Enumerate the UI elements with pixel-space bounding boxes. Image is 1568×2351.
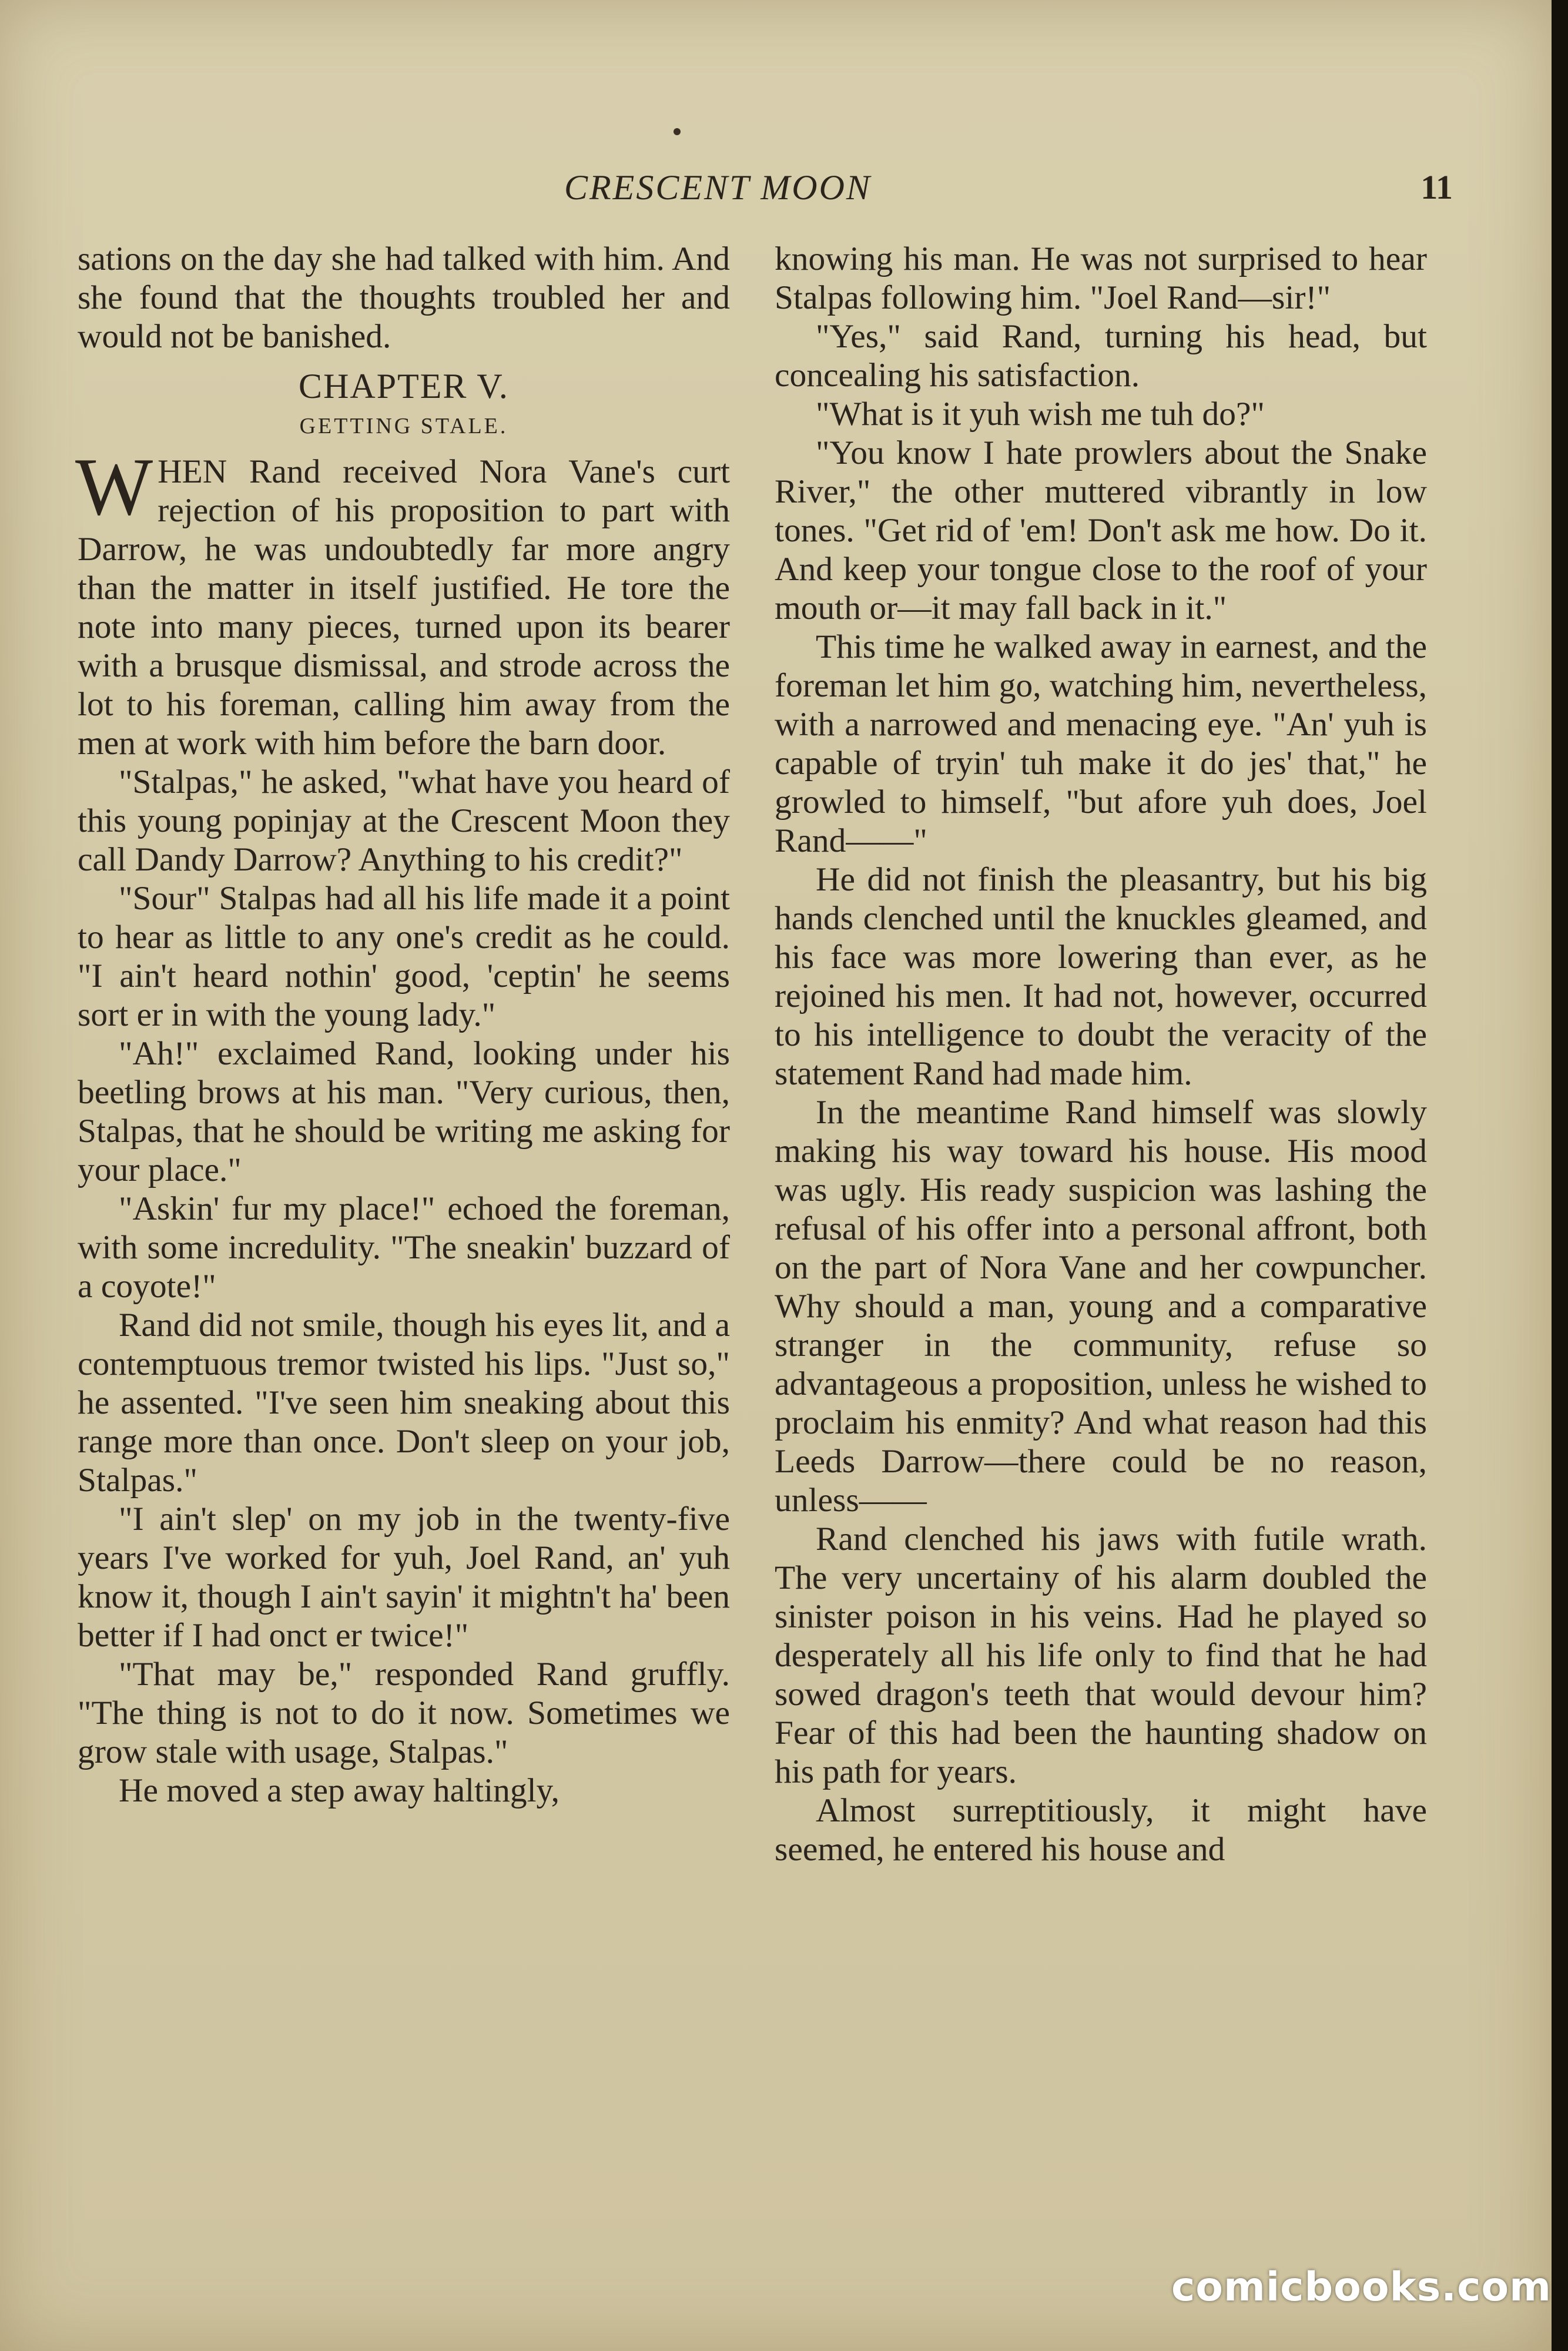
paragraph: Rand did not smile, though his eyes lit, and a contemptuous tremor twisted his lips. "Just so," he assented. "I've seen him sneaking about this range more than once. Don't sleep on your job, Stalpas." [78, 1307, 730, 1499]
opening-paragraph [75, 441, 730, 763]
paragraph: Rand clenched his jaws with futile wrath. The very uncertainy of his alarm doubled the sinister poison in his veins. Had he played so desperately all his life only to find that he had sowed dragon's teeth that would devour him? Fear of this had been the haunting shadow on his path for years. [775, 1521, 1427, 1790]
paragraph: "Sour" Stalpas had all his life made it a point to hear as little to any one's credit as he could. "I ain't heard nothin' good, 'ceptin' he seems sort er in with the young lady." [78, 880, 730, 1033]
right-column [775, 240, 1427, 1869]
paragraph: This time he walked away in earnest, and the foreman let him go, watching him, nevertheless, with a narrowed and menacing eye. "An' yuh is capable of tryin' tuh make it do jes' that," he growled to himself, "but afore yuh does, Joel Rand——" [775, 628, 1427, 859]
drop-cap: W [75, 441, 153, 533]
paragraph: "I ain't slep' on my job in the twenty-five years I've worked for yuh, Joel Rand, an' yuh know it, though I ain't sayin' it mightn't ha' been better if I had onct er twice!" [78, 1501, 730, 1654]
opening-text: HEN Rand received Nora Vane's curt rejection of his proposition to part with Darrow, he was undoubtedly far more angry than the matter in itself justified. He tore the note into many pieces, turned upon its bearer with a brusque dismissal, and strode across the lot to his foreman, calling him away from the men at work with him before the barn door. [78, 453, 730, 762]
paragraph: "That may be," responded Rand gruffly. "The thing is not to do it now. Sometimes we grow stale with usage, Stalpas." [78, 1656, 730, 1770]
paragraph: sations on the day she had talked with him. And she found that the thoughts troubled her and would not be banished. [78, 240, 730, 355]
page-number: 11 [1420, 168, 1453, 206]
paragraph: He moved a step away haltingly, [119, 1772, 559, 1809]
paragraph: "Stalpas," he asked, "what have you heard of this young popinjay at the Crescent Moon they call Dandy Darrow? Anything to his credit?" [78, 763, 730, 878]
chapter-subtitle: GETTING STALE. [299, 414, 508, 438]
chapter-heading: CHAPTER V. [299, 367, 509, 406]
left-column [75, 240, 730, 1810]
page-edge-shadow [1552, 0, 1568, 2351]
paragraph: "You know I hate prowlers about the Snake River," the other muttered vibrantly in low tones. "Get rid of 'em! Don't ask me how. Do it. And keep your tongue close to the roof of your mouth or—it may fall back in it." [775, 434, 1427, 627]
paragraph: Almost surreptitiously, it might have seemed, he entered his house and [775, 1792, 1427, 1868]
watermark: comicbooks.com [1171, 2264, 1552, 2310]
paragraph: knowing his man. He was not surprised to hear Stalpas following him. "Joel Rand—sir!" [775, 240, 1427, 316]
paragraph: "Yes," said Rand, turning his head, but concealing his satisfaction. [775, 318, 1427, 394]
paragraph: "Ah!" exclaimed Rand, looking under his beetling brows at his man. "Very curious, then, Stalpas, that he should be writing me asking for your place." [78, 1035, 730, 1188]
running-header-title: CRESCENT MOON [564, 168, 872, 207]
paragraph: He did not finish the pleasantry, but his big hands clenched until the knuckles gleamed, and his face was more lowering than ever, as he rejoined his men. It had not, however, occurred to his intelligence to doubt the veracity of the statement Rand had made him. [775, 861, 1427, 1092]
paragraph: "What is it yuh wish me tuh do?" [816, 396, 1265, 433]
paragraph: "Askin' fur my place!" echoed the foreman, with some incredulity. "The sneakin' buzzard of a coyote!" [78, 1190, 730, 1305]
ink-speck [674, 128, 681, 135]
paragraph: In the meantime Rand himself was slowly making his way toward his house. His mood was ugly. His ready suspicion was lashing the refusal of his offer into a personal affront, both on the part of Nora Vane and her cowpuncher. Why should a man, young and a comparative stranger in the community, refuse so advantageous a proposition, unless he wished to proclaim his enmity? And what reason had this Leeds Darrow—there could be no reason, unless—— [775, 1094, 1427, 1519]
